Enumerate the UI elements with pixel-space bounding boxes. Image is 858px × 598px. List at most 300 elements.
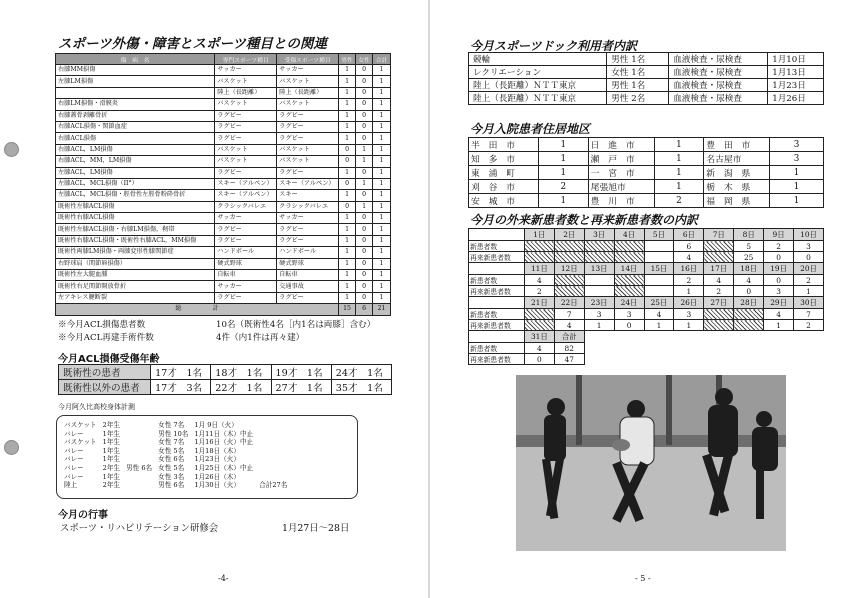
kubi-cell: バレー <box>64 446 84 455</box>
injury-cell: スキー（アルペン） <box>215 190 277 201</box>
area-count: 1 <box>538 166 588 180</box>
kubi-cell: 1月11日（木）中止 <box>194 429 254 438</box>
col-header: 合計 <box>373 54 391 65</box>
rugby-photo <box>516 375 786 551</box>
count-cell: 1 <box>794 286 824 297</box>
injury-cell: ラグビー <box>277 133 339 144</box>
area-row <box>469 166 824 180</box>
count-cell: 2 <box>524 286 554 297</box>
dock-cell: 1月23日 <box>768 79 824 92</box>
count-cell: 7 <box>794 309 824 320</box>
day-header: 19日 <box>764 263 794 275</box>
injury-cell: 1 <box>339 99 356 110</box>
injury-table-title: スポーツ外傷・障害とスポーツ種目との関連 <box>58 36 327 52</box>
count-cell <box>614 275 644 286</box>
kubi-cell: 1月30日（火） <box>194 481 240 490</box>
dock-cell: レクリエーション <box>469 66 607 79</box>
dock-cell: 男性 2名 <box>607 92 669 105</box>
count-cell: 4 <box>764 309 794 320</box>
injury-cell: ラグビー <box>215 133 277 144</box>
injury-cell: 0 <box>356 65 373 76</box>
dock-cell: 1月10日 <box>768 53 824 66</box>
acl-age-table <box>58 364 392 395</box>
kubi-cell: 陸上 <box>64 481 78 490</box>
injury-row <box>56 110 391 121</box>
injury-cell: 0 <box>356 190 373 201</box>
dock-cell: 血液検査・尿検査 <box>669 53 768 66</box>
injury-cell: 1 <box>373 144 391 155</box>
injury-cell: バスケット <box>215 144 277 155</box>
injury-cell: 既術性左膝ACL損傷・右膝LM損傷，靭帯 <box>56 224 215 235</box>
injury-cell: 既術性右膝ACL損傷・既術性右膝ACL，MM損傷 <box>56 235 215 246</box>
injury-row <box>56 133 391 144</box>
count-cell: 0 <box>524 354 554 365</box>
area-count: 1 <box>654 152 704 166</box>
area-name: 豊 川 市 <box>588 194 654 208</box>
col-header: 男性 <box>339 54 356 65</box>
count-cell: 2 <box>704 286 734 297</box>
kubi-cell: 男性 6名 <box>126 463 153 472</box>
day-header: 1日 <box>524 229 554 241</box>
kubi-cell: 2年生 <box>102 463 121 472</box>
kubi-cell: 1年生 <box>102 438 121 447</box>
total-male: 15 <box>339 304 356 315</box>
day-header: 28日 <box>734 297 764 309</box>
count-cell <box>704 252 734 263</box>
count-cell: 2 <box>794 320 824 331</box>
dock-row <box>469 92 824 105</box>
count-cell <box>614 286 644 297</box>
injury-cell: ラグビー <box>277 167 339 178</box>
injury-cell: サッカー <box>277 213 339 224</box>
return-count-row <box>469 286 824 297</box>
injury-cell: 1 <box>339 270 356 281</box>
area-count: 1 <box>770 194 824 208</box>
binder-hole <box>4 142 19 157</box>
count-cell: 7 <box>554 309 584 320</box>
age-cell: 24才 1名 <box>331 365 391 380</box>
kubi-table <box>61 421 290 490</box>
injury-cell: 1 <box>373 76 391 87</box>
kubi-cell: 2年生 <box>102 421 121 429</box>
injury-cell: 1 <box>373 258 391 269</box>
injury-row <box>56 178 391 189</box>
age-section-title: 今月ACL損傷受傷年齢 <box>58 354 160 365</box>
day-header: 10日 <box>794 229 824 241</box>
count-cell: 25 <box>734 252 764 263</box>
area-count: 1 <box>654 180 704 194</box>
dock-row <box>469 53 824 66</box>
injury-cell <box>56 87 215 98</box>
kubi-cell <box>123 438 155 447</box>
area-name: 安 城 市 <box>469 194 539 208</box>
injury-cell: 0 <box>356 270 373 281</box>
injury-cell: 硬式野球 <box>277 258 339 269</box>
kubi-cell <box>123 421 155 430</box>
injury-cell: サッカー <box>277 65 339 76</box>
injury-cell: クラシックバレエ <box>277 201 339 212</box>
day-header: 31日 <box>524 331 554 343</box>
injury-row <box>56 87 391 98</box>
injury-cell: 1 <box>373 178 391 189</box>
corner-cell <box>469 331 525 343</box>
dock-cell: 血液検査・尿検査 <box>669 79 768 92</box>
count-cell <box>644 275 674 286</box>
new-patients-title: 今月の外来新患者数と再来新患者数の内訳 <box>470 213 699 227</box>
day-header: 2日 <box>554 229 584 241</box>
dock-cell: 1月26日 <box>768 92 824 105</box>
injury-cell: 1 <box>339 65 356 76</box>
kubi-cell: 1年生 <box>102 429 121 438</box>
injury-cell: 0 <box>356 292 373 303</box>
kubi-cell <box>256 464 290 473</box>
injury-cell: 1 <box>373 190 391 201</box>
kubi-row <box>61 473 290 482</box>
count-cell <box>704 309 734 320</box>
area-row <box>469 152 824 166</box>
injury-cell: サッカー <box>215 65 277 76</box>
area-count: 1 <box>538 138 588 152</box>
day-header: 24日 <box>614 297 644 309</box>
acl-note-value: 4件（内1件は再々建） <box>216 333 305 343</box>
count-cell <box>584 252 614 263</box>
row-label: 新患者数 <box>469 343 525 354</box>
injury-cell: 1 <box>339 258 356 269</box>
injury-cell: 0 <box>356 213 373 224</box>
injury-cell: バスケット <box>277 144 339 155</box>
injury-cell: 1 <box>339 292 356 303</box>
dock-title: 今月スポーツドック利用者内訳 <box>470 39 638 53</box>
count-cell <box>704 241 734 252</box>
row-label: 新患者数 <box>469 241 525 252</box>
age-cell: 27才 1名 <box>271 380 331 395</box>
injury-cell: 既術性右膝ACL損傷 <box>56 213 215 224</box>
injury-row <box>56 258 391 269</box>
injury-cell: 既術性左膝ACL損傷 <box>56 201 215 212</box>
injury-cell: ラグビー <box>215 292 277 303</box>
new-count-row <box>469 343 824 354</box>
injury-cell: スキー <box>277 190 339 201</box>
injury-cell: 0 <box>339 156 356 167</box>
injury-cell: 0 <box>356 224 373 235</box>
injury-cell: 自転車 <box>277 270 339 281</box>
kubi-cell: バレー <box>64 463 84 472</box>
injury-cell: 1 <box>373 99 391 110</box>
kubi-cell <box>123 481 155 490</box>
row-label: 再来新患者数 <box>469 286 525 297</box>
day-header: 20日 <box>794 263 824 275</box>
injury-cell: 1 <box>373 224 391 235</box>
day-header: 12日 <box>554 263 584 275</box>
kubi-cell: 1月26日（木） <box>194 472 240 481</box>
injury-cell: 1 <box>373 110 391 121</box>
kubi-title: 今月阿久比高校身体計測 <box>58 403 135 411</box>
injury-cell: 自転車 <box>215 270 277 281</box>
age-cell: 22才 1名 <box>211 380 271 395</box>
age-group-label: 既術性以外の患者 <box>59 380 151 395</box>
count-cell <box>584 286 614 297</box>
kubi-cell: バレー <box>64 472 84 481</box>
injury-cell: 1 <box>373 156 391 167</box>
day-header: 25日 <box>644 297 674 309</box>
injury-cell: 既術性右足関節開放骨折 <box>56 281 215 292</box>
kubi-cell: 2年生 <box>102 481 121 490</box>
count-cell: 4 <box>554 320 584 331</box>
kubi-cell <box>123 447 155 456</box>
area-row <box>469 180 824 194</box>
injury-cell: ラグビー <box>215 110 277 121</box>
injury-cell: ハンドボール <box>277 247 339 258</box>
day-header: 3日 <box>584 229 614 241</box>
injury-cell: 0 <box>339 201 356 212</box>
count-cell: 2 <box>764 241 794 252</box>
age-cell: 17才 3名 <box>151 380 211 395</box>
injury-cell: 0 <box>356 281 373 292</box>
kubi-cell <box>256 421 290 430</box>
day-header: 15日 <box>644 263 674 275</box>
injury-cell: 1 <box>356 156 373 167</box>
injury-cell: 既術性両膝LM損傷・両膝変形性膝関節症 <box>56 247 215 258</box>
kubi-cell: 合計27名 <box>259 481 288 490</box>
injury-cell: 右膝MM損傷 <box>56 65 215 76</box>
kubi-cell: 男性 10名 <box>158 429 189 438</box>
residence-table <box>468 137 824 208</box>
area-count: 3 <box>770 152 824 166</box>
count-cell: 3 <box>674 309 704 320</box>
kubi-cell <box>123 455 155 464</box>
age-cell: 19才 1名 <box>271 365 331 380</box>
area-name: 新 潟 県 <box>704 166 770 180</box>
injury-cell: クラシックバレエ <box>215 201 277 212</box>
injury-cell: 右膝ACL損傷 <box>56 133 215 144</box>
area-name: 尾張旭市 <box>588 180 654 194</box>
count-cell: 3 <box>764 286 794 297</box>
injury-cell: 左膝ACL，LM損傷 <box>56 167 215 178</box>
age-cell: 18才 1名 <box>211 365 271 380</box>
injury-row <box>56 213 391 224</box>
count-cell <box>554 275 584 286</box>
day-header: 13日 <box>584 263 614 275</box>
injury-cell: バスケット <box>277 99 339 110</box>
event-name: スポーツ・リハビリテーション研修会 <box>60 523 219 534</box>
area-name: 瀬 戸 市 <box>588 152 654 166</box>
row-label: 新患者数 <box>469 309 525 320</box>
day-header: 16日 <box>674 263 704 275</box>
acl-note-label: ※今月ACL損傷患者数 <box>58 320 146 330</box>
injury-cell: 0 <box>356 99 373 110</box>
sports-dock-table <box>468 52 824 105</box>
count-cell <box>584 241 614 252</box>
injury-row <box>56 247 391 258</box>
kubi-cell: 女性 6名 <box>158 455 185 464</box>
day-header-row <box>469 297 824 309</box>
injury-cell: サッカー <box>215 213 277 224</box>
kubi-cell: バスケット <box>64 438 97 447</box>
col-header: 受傷スポーツ種目 <box>277 54 339 65</box>
area-count: 1 <box>654 138 704 152</box>
area-count: 1 <box>654 166 704 180</box>
age-group-label: 既術性の患者 <box>59 365 151 380</box>
age-row <box>59 365 392 380</box>
col-header: 専門スポーツ種目 <box>215 54 277 65</box>
count-cell: 4 <box>734 275 764 286</box>
kubi-cell: 1年生 <box>102 472 121 481</box>
injury-cell: 1 <box>373 121 391 132</box>
injury-cell: ラグビー <box>215 167 277 178</box>
row-label: 再来新患者数 <box>469 320 525 331</box>
corner-cell <box>469 229 525 241</box>
injury-cell: 1 <box>373 87 391 98</box>
injury-cell: 1 <box>373 65 391 76</box>
injury-cell: 0 <box>356 76 373 87</box>
injury-cell: 1 <box>339 76 356 87</box>
day-header: 7日 <box>704 229 734 241</box>
injury-row <box>56 167 391 178</box>
day-header: 23日 <box>584 297 614 309</box>
day-header: 21日 <box>524 297 554 309</box>
injury-cell: 0 <box>356 258 373 269</box>
area-name: 知 多 市 <box>469 152 539 166</box>
count-cell <box>644 241 674 252</box>
injury-cell: 0 <box>339 178 356 189</box>
day-header-row <box>469 229 824 241</box>
injury-cell: 1 <box>356 178 373 189</box>
injury-row <box>56 144 391 155</box>
count-cell: 1 <box>764 320 794 331</box>
count-cell: 6 <box>674 241 704 252</box>
kubi-cell: 女性 7名 <box>158 421 185 429</box>
injury-cell: 1 <box>373 235 391 246</box>
age-row <box>59 380 392 395</box>
injury-cell: 0 <box>356 235 373 246</box>
kubi-cell: 1月23日（火） <box>194 455 240 464</box>
area-name: 豊 田 市 <box>704 138 770 152</box>
count-cell <box>554 286 584 297</box>
injury-cell: 1 <box>373 270 391 281</box>
total-sum: 21 <box>373 304 391 315</box>
kubi-cell <box>123 473 155 482</box>
injury-cell: 交通事故 <box>277 281 339 292</box>
injury-cell: ラグビー <box>277 121 339 132</box>
kubi-cell <box>123 430 155 439</box>
kubi-cell <box>256 473 290 482</box>
injury-cell: 0 <box>339 144 356 155</box>
kubi-cell: 男性 6名 <box>158 481 185 490</box>
injury-cell: 1 <box>339 213 356 224</box>
injury-cell: ラグビー <box>277 235 339 246</box>
acl-note-value: 10名（既術性4名［内1名は両膝］含む） <box>216 320 376 330</box>
injury-row <box>56 156 391 167</box>
event-title: 今月の行事 <box>58 510 108 521</box>
dock-cell: 男性 1名 <box>607 53 669 66</box>
injury-row <box>56 201 391 212</box>
age-cell: 17才 1名 <box>151 365 211 380</box>
injury-cell: 1 <box>356 144 373 155</box>
dock-cell: 男性 1名 <box>607 79 669 92</box>
kubi-cell <box>256 430 290 439</box>
row-label: 再来新患者数 <box>469 354 525 365</box>
area-count: 1 <box>770 166 824 180</box>
count-cell: 1 <box>674 286 704 297</box>
count-cell: 4 <box>524 275 554 286</box>
kubi-row <box>61 481 290 490</box>
count-cell <box>614 252 644 263</box>
area-name: 東 浦 町 <box>469 166 539 180</box>
injury-cell: 既術性左大腿血腫 <box>56 270 215 281</box>
injury-cell: 右膝ACL，MM，LM損傷 <box>56 156 215 167</box>
kubi-row <box>61 455 290 464</box>
area-title: 今月入院患者住居地区 <box>470 122 591 136</box>
injury-row <box>56 65 391 76</box>
injury-cell: 陸上（長距離） <box>215 87 277 98</box>
page-number: - 5 - <box>635 574 651 583</box>
count-cell: 2 <box>794 275 824 286</box>
injury-cell: 1 <box>339 190 356 201</box>
kubi-cell: バレー <box>64 455 84 464</box>
dock-cell: 血液検査・尿検査 <box>669 92 768 105</box>
new-count-row <box>469 309 824 320</box>
count-cell: 1 <box>584 320 614 331</box>
injury-row <box>56 270 391 281</box>
injury-cell: 硬式野球 <box>215 258 277 269</box>
injury-cell: 0 <box>356 110 373 121</box>
row-label: 再来新患者数 <box>469 252 525 263</box>
day-header: 4日 <box>614 229 644 241</box>
total-row <box>56 304 391 315</box>
area-name: 栃 木 県 <box>704 180 770 194</box>
area-row <box>469 138 824 152</box>
injury-cell: 1 <box>339 167 356 178</box>
kubi-cell: 1年生 <box>102 446 121 455</box>
injury-cell: 左膝LM損傷 <box>56 76 215 87</box>
injury-cell: 1 <box>373 292 391 303</box>
injury-cell: 0 <box>356 121 373 132</box>
area-name: 日 進 市 <box>588 138 654 152</box>
injury-cell: サッカー <box>215 281 277 292</box>
total-female: 6 <box>356 304 373 315</box>
acl-note-label: ※今月ACL再建手術件数 <box>58 333 154 343</box>
count-cell: 0 <box>614 320 644 331</box>
total-label: 総 計 <box>56 304 339 315</box>
day-header: 29日 <box>764 297 794 309</box>
injury-cell: 1 <box>373 281 391 292</box>
injury-cell: 左膝ACL，MCL損傷（II°） <box>56 178 215 189</box>
injury-cell: 1 <box>339 247 356 258</box>
area-name: 名古屋市 <box>704 152 770 166</box>
day-header: 27日 <box>704 297 734 309</box>
dock-row <box>469 66 824 79</box>
injury-cell: バスケット <box>215 76 277 87</box>
count-cell <box>614 241 644 252</box>
day-header: 17日 <box>704 263 734 275</box>
dock-cell: 陸上（長距離）ＮＴＴ東京 <box>469 92 607 105</box>
injury-cell: ラグビー <box>277 292 339 303</box>
injury-cell: 左アキレス腱断裂 <box>56 292 215 303</box>
age-cell: 35才 1名 <box>331 380 391 395</box>
return-count-row <box>469 252 824 263</box>
count-cell: 0 <box>794 252 824 263</box>
count-cell <box>524 252 554 263</box>
injury-cell: 1 <box>339 110 356 121</box>
injury-row <box>56 190 391 201</box>
day-header: 5日 <box>644 229 674 241</box>
row-label: 新患者数 <box>469 275 525 286</box>
day-header: 11日 <box>524 263 554 275</box>
area-count: 2 <box>654 194 704 208</box>
kubi-cell: バスケット <box>64 421 97 429</box>
day-header: 22日 <box>554 297 584 309</box>
injury-cell: ラグビー <box>277 224 339 235</box>
